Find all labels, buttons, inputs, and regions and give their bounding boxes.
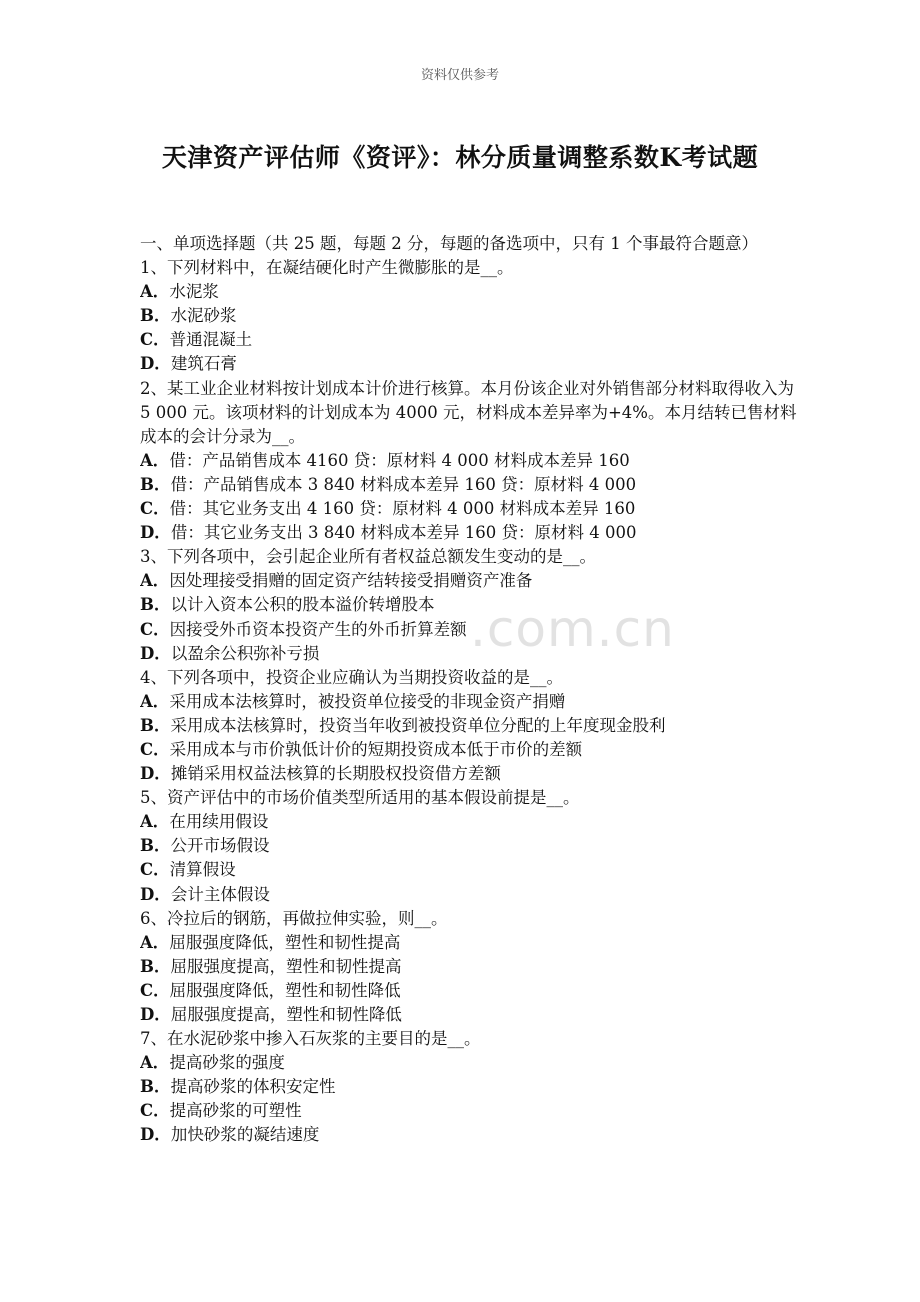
option-b <box>140 593 800 617</box>
option-b <box>140 955 800 979</box>
option-c <box>140 979 800 1003</box>
question-2 <box>140 377 800 546</box>
option-text: 以计入资本公积的股本溢价转增股本 <box>170 595 435 615</box>
question-7 <box>140 1027 800 1147</box>
option-a <box>140 280 800 304</box>
option-text: 采用成本法核算时，被投资单位接受的非现金资产捐赠 <box>169 691 566 711</box>
option-text: 摊销采用权益法核算的长期股权投资借方差额 <box>170 764 501 784</box>
option-text: 采用成本法核算时，投资当年收到被投资单位分配的上年度现金股利 <box>170 715 666 735</box>
option-b <box>140 304 800 328</box>
option-letter: A． <box>140 932 170 952</box>
document-body <box>140 232 800 1148</box>
option-text: 屈服强度提高，塑性和韧性提高 <box>170 956 402 976</box>
option-letter: D． <box>140 764 171 784</box>
option-text: 以盈余公积弥补亏损 <box>170 643 320 663</box>
option-letter: B． <box>140 836 171 856</box>
option-text: 提高砂浆的强度 <box>169 1053 285 1073</box>
option-d <box>140 521 800 545</box>
question-stem: 3、下列各项中，会引起企业所有者权益总额发生变动的是__。 <box>140 547 596 567</box>
option-d <box>140 762 800 786</box>
option-text: 普通混凝土 <box>169 330 253 350</box>
question-6 <box>140 907 800 1027</box>
option-text: 在用续用假设 <box>169 812 269 832</box>
option-letter: A． <box>140 282 170 302</box>
question-stem: 7、在水泥砂浆中掺入石灰浆的主要目的是__。 <box>140 1029 481 1049</box>
option-d <box>140 883 800 907</box>
option-text: 会计主体假设 <box>170 884 270 904</box>
option-c <box>140 858 800 882</box>
option-letter: C． <box>140 739 170 759</box>
question-stem: 4、下列各项中，投资企业应确认为当期投资收益的是__。 <box>140 667 563 687</box>
option-letter: C． <box>140 980 170 1000</box>
option-text: 提高砂浆的体积安定性 <box>170 1077 336 1097</box>
option-letter: B． <box>140 306 171 326</box>
option-text: 借：其它业务支出 4 160 贷：原材料 4 000 材料成本差异 160 <box>169 499 636 519</box>
option-letter: B． <box>140 956 171 976</box>
option-a <box>140 690 800 714</box>
option-letter: C． <box>140 860 170 880</box>
option-letter: A． <box>140 1053 170 1073</box>
option-letter: C． <box>140 1101 170 1121</box>
option-text: 提高砂浆的可塑性 <box>169 1101 302 1121</box>
page-header: 资料仅供参考 <box>420 68 499 83</box>
option-letter: D． <box>140 1005 171 1024</box>
option-letter: A． <box>140 691 170 711</box>
option-d <box>140 1123 800 1147</box>
option-c <box>140 738 800 762</box>
watermark: .com.cn <box>470 600 675 658</box>
option-letter: B． <box>140 1077 171 1097</box>
section-heading: 一、单项选择题（共 25 题，每题 2 分，每题的备选项中，只有 1 个事最符合题意） <box>140 234 758 253</box>
option-text: 屈服强度降低，塑性和韧性提高 <box>169 932 401 952</box>
option-text: 建筑石膏 <box>170 354 237 374</box>
option-letter: D． <box>140 523 171 543</box>
option-text: 加快砂浆的凝结速度 <box>170 1125 320 1145</box>
option-letter: C． <box>140 330 170 350</box>
question-stem: 6、冷拉后的钢筋，再做拉伸实验，则__。 <box>140 908 448 928</box>
option-b <box>140 714 800 738</box>
question-1 <box>140 256 800 376</box>
option-text: 借：产品销售成本 3 840 材料成本差异 160 贷：原材料 4 000 <box>170 474 637 494</box>
option-letter: B． <box>140 474 171 494</box>
option-text: 借：其它业务支出 3 840 材料成本差异 160 贷：原材料 4 000 <box>170 523 637 543</box>
option-text: 屈服强度提高，塑性和韧性降低 <box>170 1005 402 1024</box>
question-list <box>140 256 800 1147</box>
question-3 <box>140 545 800 665</box>
option-b <box>140 1075 800 1099</box>
option-b <box>140 834 800 858</box>
question-5 <box>140 786 800 906</box>
option-letter: C． <box>140 499 170 519</box>
question-stem: 2、某工业企业材料按计划成本计价进行核算。本月份该企业对外销售部分材料取得收入为 5 000 元。该项材料的计划成本为 4000 元，材料成本差异率为+4%。本月结转已售材料成本的会计分录为__。 <box>140 378 797 446</box>
option-text: 水泥浆 <box>169 282 219 302</box>
option-a <box>140 931 800 955</box>
option-letter: D． <box>140 1125 171 1145</box>
option-text: 借：产品销售成本 4160 贷：原材料 4 000 材料成本差异 160 <box>169 450 630 470</box>
option-letter: B． <box>140 595 171 615</box>
option-text: 采用成本与市价孰低计价的短期投资成本低于市价的差额 <box>169 739 583 759</box>
option-b <box>140 473 800 497</box>
option-letter: D． <box>140 354 171 374</box>
option-a <box>140 449 800 473</box>
option-a <box>140 1051 800 1075</box>
option-letter: D． <box>140 884 171 904</box>
option-letter: A． <box>140 812 170 832</box>
option-letter: A． <box>140 571 170 591</box>
option-text: 清算假设 <box>169 860 236 880</box>
option-letter: D． <box>140 643 171 663</box>
question-stem: 1、下列材料中，在凝结硬化时产生微膨胀的是__。 <box>140 258 514 278</box>
option-text: 因处理接受捐赠的固定资产结转接受捐赠资产准备 <box>169 571 533 591</box>
option-a <box>140 810 800 834</box>
option-d <box>140 352 800 376</box>
option-letter: A． <box>140 450 170 470</box>
option-a <box>140 569 800 593</box>
option-text: 水泥砂浆 <box>170 306 237 326</box>
option-letter: B． <box>140 715 171 735</box>
option-text: 因接受外币资本投资产生的外币折算差额 <box>169 619 467 639</box>
option-text: 公开市场假设 <box>170 836 270 856</box>
option-c <box>140 497 800 521</box>
question-4 <box>140 666 800 786</box>
option-d <box>140 1003 800 1027</box>
option-c <box>140 618 800 642</box>
option-c <box>140 328 800 352</box>
option-d <box>140 642 800 666</box>
question-stem: 5、资产评估中的市场价值类型所适用的基本假设前提是__。 <box>140 788 580 808</box>
option-c <box>140 1099 800 1123</box>
option-text: 屈服强度降低，塑性和韧性降低 <box>169 980 401 1000</box>
document-title: 天津资产评估师《资评》：林分质量调整系数K考试题 <box>161 143 759 172</box>
option-letter: C． <box>140 619 170 639</box>
